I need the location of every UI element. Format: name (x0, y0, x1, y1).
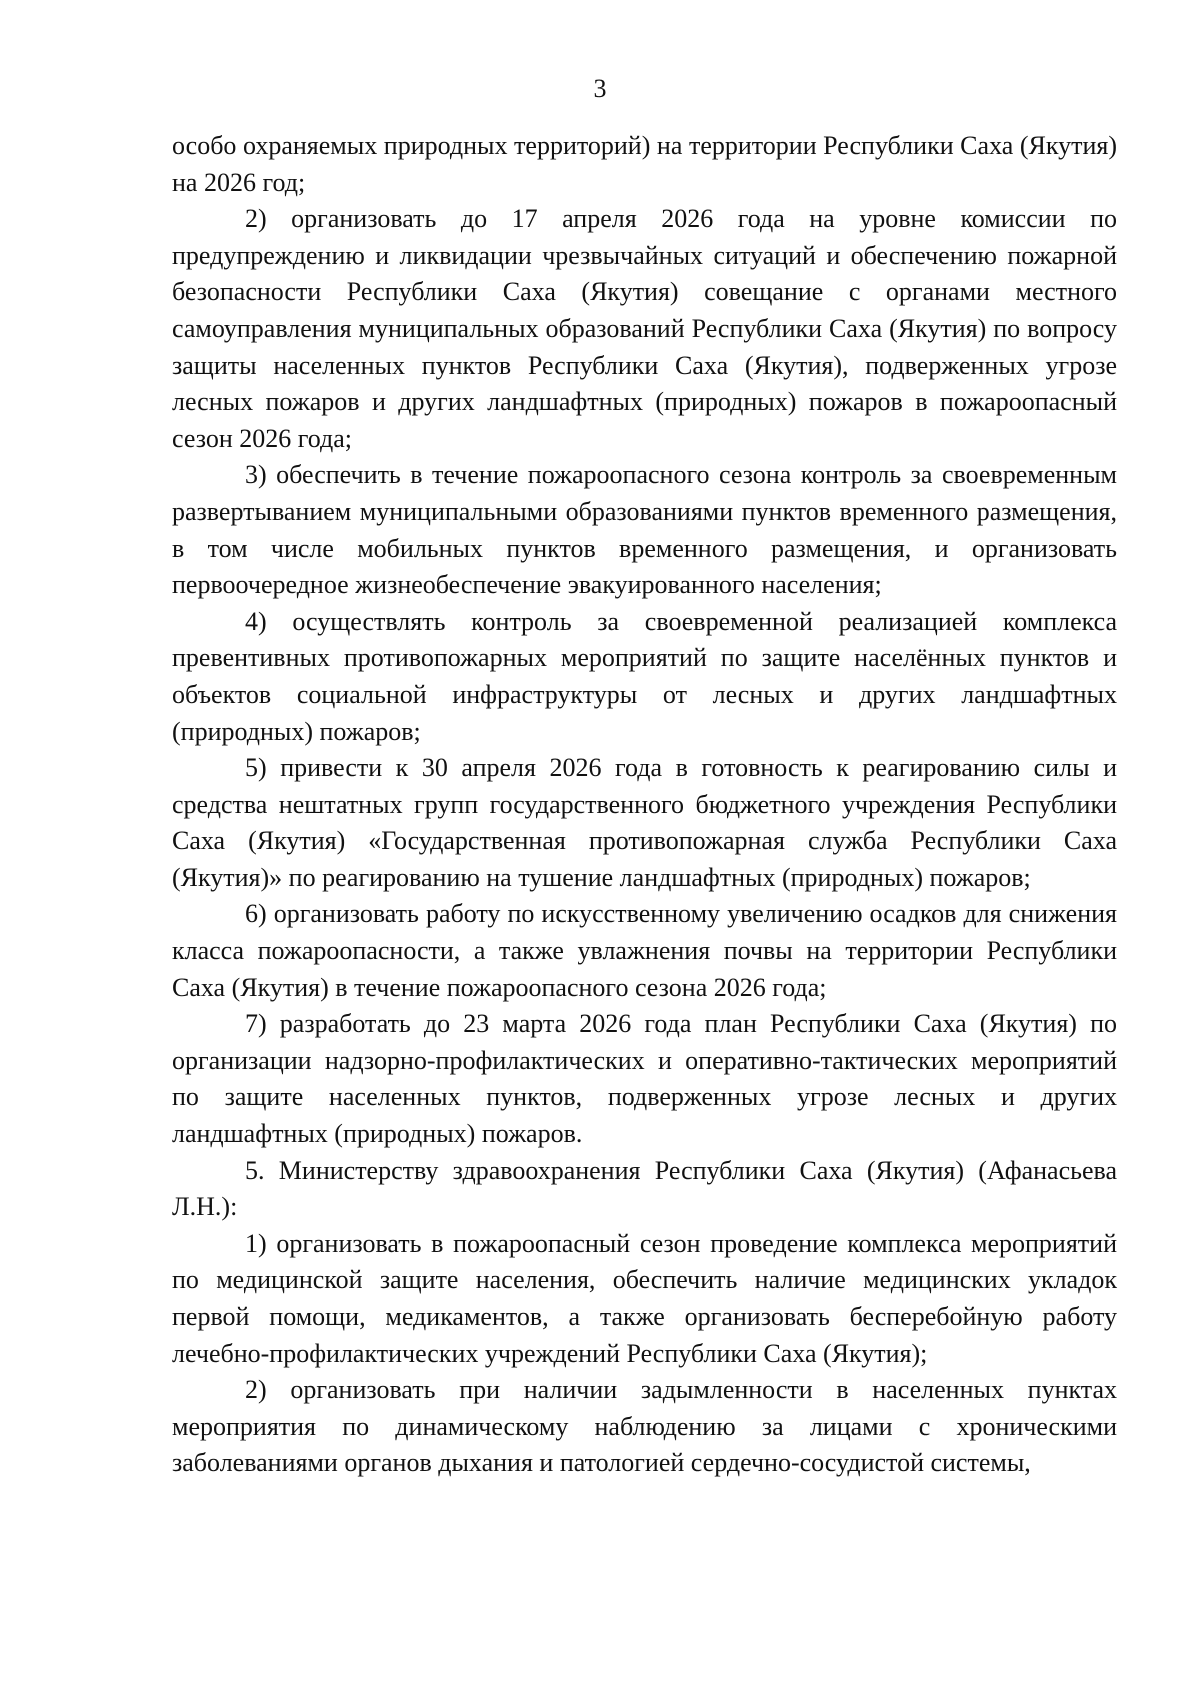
document-body (172, 128, 1117, 1482)
paragraph-section-5-item-2: 2) организовать при наличии задымленности в населенных пунктах мероприятия по динамическому наблюдению за лицами с хроническими заболеваниями органов дыхания и патологией сердечно-сосудистой системы, (172, 1375, 1117, 1478)
paragraph-item-6: 6) организовать работу по искусственному увеличению осадков для снижения класса пожароопасности, а также увлажнения почвы на территории Республики Саха (Якутия) в течение пожароопасного сезона 2026 года; (172, 899, 1117, 1002)
paragraph-item-5: 5) привести к 30 апреля 2026 года в готовность к реагированию силы и средства нештатных групп государственного бюджетного учреждения Республики Саха (Якутия) «Государственная противопожарная служба Республики Саха (Якутия)» по реагированию на тушение ландшафтных (природных) пожаров; (172, 753, 1117, 892)
paragraph-item-2: 2) организовать до 17 апреля 2026 года на уровне комиссии по предупреждению и ликвидации чрезвычайных ситуаций и обеспечению пожарной безопасности Республики Саха (Якутия) совещание с органами местного самоуправления муниципальных образований Республики Саха (Якутия) по вопросу защиты населенных пунктов Республики Саха (Якутия), подверженных угрозе лесных пожаров и других ландшафтных (природных) пожаров в пожароопасный сезон 2026 года; (172, 204, 1117, 453)
page-number: 3 (593, 74, 607, 103)
paragraph-item-4: 4) осуществлять контроль за своевременной реализацией комплекса превентивных противопожарных мероприятий по защите населённых пунктов и объектов социальной инфраструктуры от лесных и других ландшафтных (природных) пожаров; (172, 606, 1117, 746)
paragraph-continuation: особо охраняемых природных территорий) на территории Республики Саха (Якутия) на 2026 год; (172, 131, 1117, 197)
paragraph-item-7: 7) разработать до 23 марта 2026 года план Республики Саха (Якутия) по организации надзорно-профилактических и оперативно-тактических мероприятий по защите населенных пунктов, подверженных угрозе лесных и других ландшафтных (природных) пожаров. (172, 1009, 1117, 1149)
paragraph-item-3: 3) обеспечить в течение пожароопасного сезона контроль за своевременным развертыванием муниципальными образованиями пунктов временного размещения, в том числе мобильных пунктов временного размещения, и организовать первоочередное жизнеобеспечение эвакуированного населения; (172, 460, 1117, 600)
paragraph-section-5-item-1: 1) организовать в пожароопасный сезон проведение комплекса мероприятий по медицинской защите населения, обеспечить наличие медицинских укладок первой помощи, медикаментов, а также организовать бесперебойную работу лечебно-профилактических учреждений Республики Саха (Якутия); (172, 1228, 1117, 1368)
paragraph-section-5: 5. Министерству здравоохранения Республики Саха (Якутия) (Афанасьева Л.Н.): (172, 1155, 1117, 1222)
